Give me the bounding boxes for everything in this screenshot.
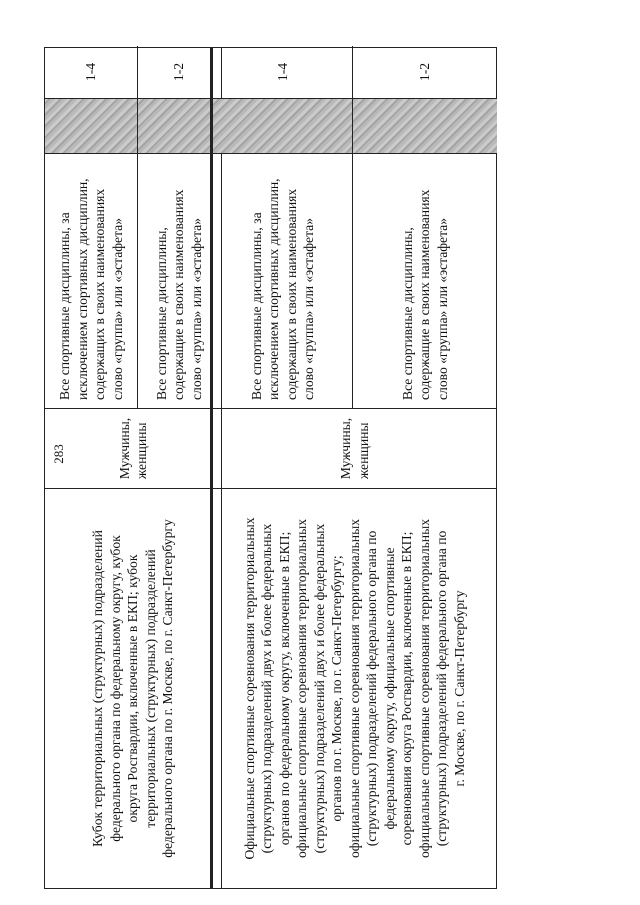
- table-group-1: [44, 47, 222, 889]
- shaded-cell: [353, 98, 497, 153]
- sex-cell: Мужчины, женщины: [45, 408, 221, 488]
- table-row: [213, 46, 353, 408]
- table-group-2: [210, 47, 497, 889]
- disciplines-cell: Все спортивные дисциплины, содержащие в своих наименованиях слово «группа» или «эстафета»: [353, 153, 497, 408]
- competition-table: [44, 47, 497, 889]
- places-cell: 1-2: [417, 62, 433, 82]
- shaded-cell: [213, 98, 352, 153]
- disciplines-cell: Все спортивные дисциплины, содержащие в своих наименованиях слово «группа» или «эстафета»: [138, 153, 220, 408]
- places-cell: 1-4: [83, 62, 99, 82]
- competition-cell: Кубок территориальных (структурных) подразделений федерального органа по федеральному округу, кубок округа Росгвардии, включенные в ЕКП; кубок территориальных (структурных) подразделений федерального органа по г. Москве, по г. Санкт-Петербургу: [45, 488, 221, 888]
- places-cell: 1-2: [171, 62, 187, 82]
- page-number: 283: [51, 444, 66, 464]
- shaded-cell: [45, 98, 137, 153]
- table-row: [138, 46, 220, 408]
- table-row: [353, 46, 497, 408]
- table-row: [45, 46, 138, 408]
- sex-cell: Мужчины, женщины: [213, 408, 496, 488]
- competition-cell: Официальные спортивные соревнования территориальных (структурных) подразделений двух и более федеральных органов по федеральному округу, включенные в ЕКП; официальные спортивные соревнования территориальных (структурных) подразделений двух и более федеральных органов по г. Москве, по г. Санкт-Петербургу; официальные спортивные соревнования территориальных (структурных) подразделений федерального органа по федеральному округу, официальные спортивные соревнования округа Росгвардии, включенные в ЕКП; официальные спортивные соревнования территориальных (структурных) подразделений федерального органа по г. Москве, по г. Санкт-Петербургу: [213, 488, 496, 888]
- disciplines-cell: Все спортивные дисциплины, за исключением спортивных дисциплин, содержащих в своих наименованиях слово «группа» или «эстафета»: [45, 153, 137, 408]
- shaded-cell: [138, 98, 220, 153]
- places-cell: 1-4: [274, 62, 290, 82]
- disciplines-cell: Все спортивные дисциплины, за исключением спортивных дисциплин, содержащих в своих наименованиях слово «группа» или «эстафета»: [213, 153, 352, 408]
